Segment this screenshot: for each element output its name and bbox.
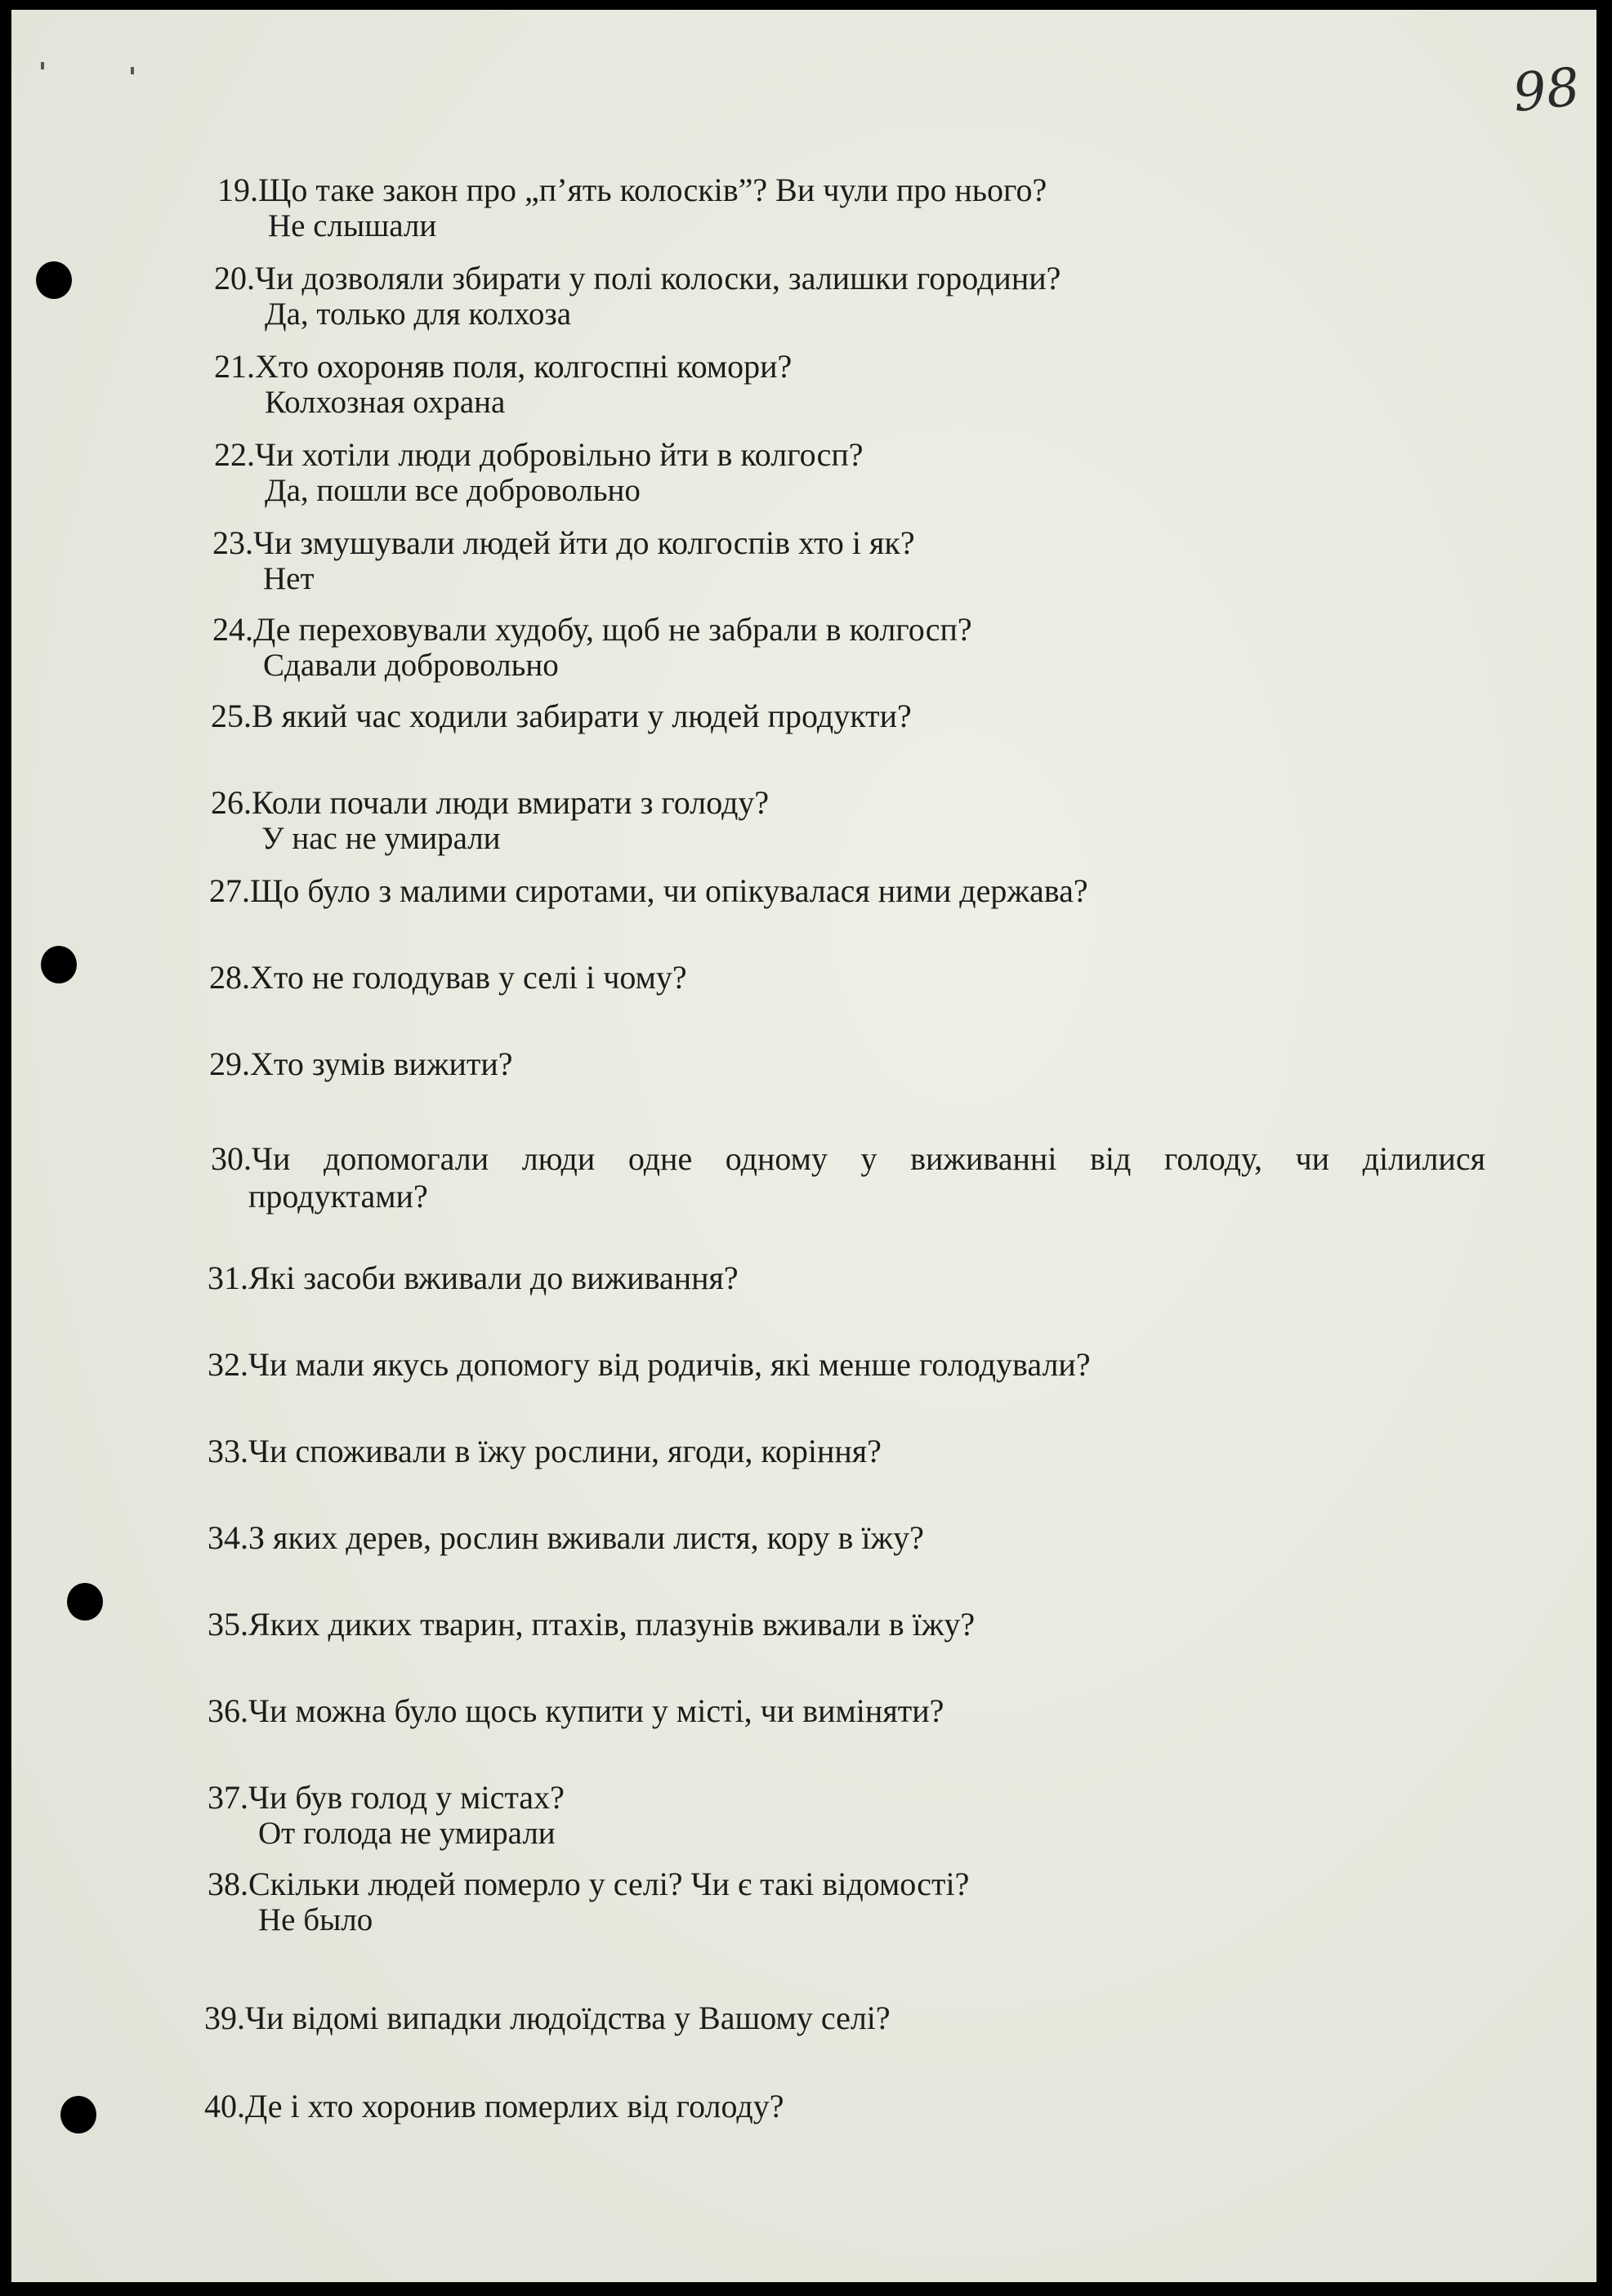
document-page: [11, 10, 1596, 2282]
question-text: Чи змушували людей йти до колгоспів хто і як?: [253, 524, 915, 561]
question-number: 29.: [209, 1045, 250, 1082]
question-text-continuation: продуктами?: [248, 1178, 428, 1215]
question-text: Хто не голодував у селі і чому?: [250, 959, 687, 996]
question-38: [208, 1866, 969, 1939]
question-29: [209, 1045, 513, 1083]
question-25: [211, 698, 912, 735]
question-text: Чи дозволяли збирати у полі колоски, залишки городини?: [255, 260, 1061, 296]
question-number: 38.: [208, 1866, 248, 1902]
answer-text: Нет: [263, 561, 315, 596]
question-number: 19.: [217, 172, 258, 208]
answer-text: Да, только для колхоза: [265, 296, 572, 332]
question-number: 40.: [204, 2088, 245, 2124]
question-35: [208, 1606, 975, 1643]
answer-text: Сдавали добровольно: [263, 648, 559, 683]
question-number: 36.: [208, 1692, 248, 1729]
question-40: [204, 2088, 784, 2125]
question-text: Хто зумів вижити?: [250, 1045, 513, 1082]
question-number: 27.: [209, 872, 250, 909]
question-number: 31.: [208, 1259, 248, 1296]
question-number: 20.: [214, 260, 255, 296]
question-text: В який час ходили забирати у людей продукти?: [252, 698, 912, 734]
question-text: Яких диких тварин, птахів, плазунів вживали в їжу?: [248, 1606, 976, 1643]
question-text: Які засоби вживали до виживання?: [248, 1259, 739, 1296]
question-21: [214, 348, 792, 421]
question-text: Де і хто хоронив померлих від голоду?: [245, 2088, 784, 2124]
question-28: [209, 959, 687, 996]
question-word: одне: [627, 1140, 693, 1177]
question-text: Чи хотіли люди добровільно йти в колгосп?: [255, 436, 864, 473]
question-word: чи: [1295, 1140, 1330, 1177]
question-number: 24.: [212, 611, 253, 648]
question-text-line: [211, 1140, 1485, 1178]
question-word: ділилися: [1362, 1140, 1485, 1177]
answer-text: Да, пошли все добровольно: [265, 473, 641, 508]
answer-text: Не было: [258, 1902, 373, 1937]
question-20: [214, 260, 1061, 333]
question-39: [204, 2000, 891, 2037]
question-26: [211, 784, 769, 858]
question-word: допомогали: [323, 1140, 489, 1177]
question-number: 33.: [208, 1433, 248, 1469]
question-text: Чи відомі випадки людоїдства у Вашому селі?: [245, 2000, 891, 2036]
question-text: Чи був голод у містах?: [248, 1779, 565, 1816]
question-word: голоду,: [1163, 1140, 1262, 1177]
questionnaire-list: [11, 10, 1596, 2282]
question-text: Коли почали люди вмирати з голоду?: [252, 784, 770, 821]
question-27: [209, 872, 1088, 910]
question-text: Чи мали якусь допомогу від родичів, які менше голодували?: [248, 1346, 1091, 1383]
question-30: [211, 1140, 1485, 1215]
question-number: 26.: [211, 784, 252, 821]
question-text: Чи споживали в їжу рослини, ягоди, коріння?: [248, 1433, 882, 1469]
question-text: Скільки людей померло у селі? Чи є такі відомості?: [248, 1866, 970, 1902]
question-23: [212, 524, 915, 598]
question-34: [208, 1519, 924, 1557]
question-33: [208, 1433, 882, 1470]
question-22: [214, 436, 864, 510]
question-number: 32.: [208, 1346, 248, 1383]
question-text: Де переховували худобу, щоб не забрали в колгосп?: [253, 611, 972, 648]
question-32: [208, 1346, 1091, 1384]
answer-text: Не слышали: [268, 208, 437, 243]
question-word: люди: [521, 1140, 596, 1177]
question-number: 28.: [209, 959, 250, 996]
question-text: Що було з малими сиротами, чи опікувалася ними держава?: [250, 872, 1088, 909]
question-31: [208, 1259, 739, 1297]
question-word: від: [1090, 1140, 1132, 1177]
question-word: у: [860, 1140, 877, 1177]
question-37: [208, 1779, 565, 1852]
question-number: 25.: [211, 698, 252, 734]
question-24: [212, 611, 972, 684]
question-number: 23.: [212, 524, 253, 561]
question-number: 35.: [208, 1606, 248, 1643]
answer-text: У нас не умирали: [261, 821, 501, 856]
question-text: З яких дерев, рослин вживали листя, кору в їжу?: [248, 1519, 924, 1556]
question-word: одному: [725, 1140, 828, 1177]
question-number: 39.: [204, 2000, 245, 2036]
question-text: Чи можна було щось купити у місті, чи виміняти?: [248, 1692, 944, 1729]
question-number: 37.: [208, 1779, 248, 1816]
question-text: Що таке закон про „п’ять колосків”? Ви чули про нього?: [258, 172, 1047, 208]
question-19: [217, 172, 1047, 245]
question-number: 21.: [214, 348, 255, 385]
answer-text: От голода не умирали: [258, 1816, 556, 1851]
question-number: 22.: [214, 436, 255, 473]
handwritten-page-number: 98: [1510, 56, 1583, 125]
question-word: виживанні: [910, 1140, 1057, 1177]
question-text: Хто охороняв поля, колгоспні комори?: [255, 348, 793, 385]
question-number: 34.: [208, 1519, 248, 1556]
question-36: [208, 1692, 944, 1730]
answer-text: Колхозная охрана: [265, 385, 506, 420]
question-number-and-word: 30.Чи: [211, 1140, 291, 1177]
